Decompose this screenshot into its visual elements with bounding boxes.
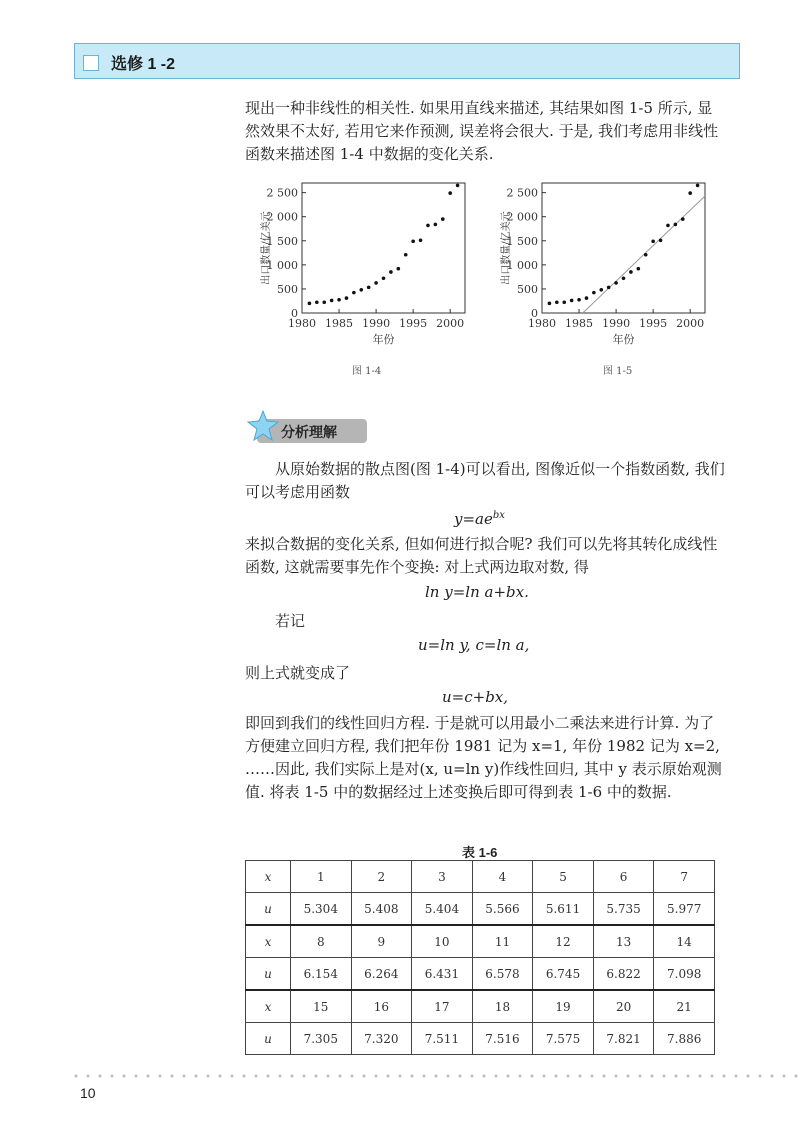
data-point <box>696 184 700 188</box>
paragraph-5: 即回到我们的线性回归方程. 于是就可以用最小二乘法来进行计算. 为了方便建立回归方程, 我们把年份 1981 记为 x=1, 年份 1982 记为 x=2, ……因此, 我们实际上是对(x, u=ln y)作线性回归, 其中 y 表示原始观测值. 将表 1-5 中的数据经过上述变换后即可得到表 1-6 中的数据. <box>245 714 722 801</box>
data-point <box>562 301 566 305</box>
data-point <box>448 191 452 195</box>
data-point <box>352 291 356 295</box>
x-tick-label: 1985 <box>565 317 594 330</box>
data-point <box>555 301 559 305</box>
data-point <box>389 270 393 274</box>
y-tick-label: 2 500 <box>266 186 298 200</box>
y-tick-label: 2 500 <box>506 186 538 200</box>
table-cell: 7.305 <box>291 1023 352 1055</box>
table-cell: 5.611 <box>533 893 594 926</box>
intro-paragraph: 现出一种非线性的相关性. 如果用直线来描述, 其结果如图 1-5 所示, 显然效果不太好, 若用它来作预测, 误差将会很大. 于是, 我们考虑用非线性函数来描述图 1-4 中数据的变化关系. <box>245 99 719 163</box>
table-row <box>246 958 715 991</box>
equation-1: $y=ae^{bx}$ <box>454 510 505 528</box>
table-cell: 2 <box>351 861 412 893</box>
data-table-1-6 <box>245 860 715 1055</box>
plot-frame <box>302 183 465 313</box>
x-tick-label: 1985 <box>325 317 354 330</box>
table-cell: 6.822 <box>593 958 654 991</box>
data-point <box>441 217 445 221</box>
y-tick-label: 2 000 <box>266 210 298 224</box>
table-cell: 20 <box>593 990 654 1023</box>
table-row-label: u <box>246 1023 291 1055</box>
table-row-label: x <box>246 861 291 893</box>
data-point <box>404 253 408 257</box>
y-tick-label: 0 <box>531 307 538 320</box>
data-point <box>607 286 611 290</box>
data-point <box>688 191 692 195</box>
x-tick-label: 2000 <box>676 317 705 330</box>
data-point <box>397 267 401 271</box>
data-point <box>659 238 663 242</box>
table-cell: 6 <box>593 861 654 893</box>
data-point <box>629 270 633 274</box>
data-point <box>367 286 371 290</box>
footer-divider <box>70 1074 800 1078</box>
data-point <box>374 281 378 285</box>
table-cell: 3 <box>412 861 473 893</box>
data-point <box>382 276 386 280</box>
y-axis-label: 出口数量/亿美元 <box>261 211 272 285</box>
table-cell: 14 <box>654 925 715 958</box>
paragraph-1: 从原始数据的散点图(图 1-4)可以看出, 图像近似一个指数函数, 我们可以考虑用函数 <box>245 460 725 501</box>
table-cell: 7.575 <box>533 1023 594 1055</box>
x-tick-label: 2000 <box>436 317 465 330</box>
table-cell: 1 <box>291 861 352 893</box>
y-tick-label: 500 <box>277 282 298 296</box>
data-point <box>330 299 334 303</box>
x-tick-label: 1980 <box>288 317 316 330</box>
table-cell: 8 <box>291 925 352 958</box>
table-row-label: x <box>246 990 291 1023</box>
data-point <box>599 288 603 292</box>
table-row-label: u <box>246 893 291 926</box>
y-tick-label: 1 000 <box>266 258 298 272</box>
table-cell: 12 <box>533 925 594 958</box>
table-cell: 7.098 <box>654 958 715 991</box>
table-cell: 21 <box>654 990 715 1023</box>
table-cell: 5.404 <box>412 893 473 926</box>
data-point <box>592 291 596 295</box>
table-cell: 7.511 <box>412 1023 473 1055</box>
table-cell: 7.821 <box>593 1023 654 1055</box>
table-cell: 16 <box>351 990 412 1023</box>
data-point <box>345 296 349 300</box>
table-cell: 9 <box>351 925 412 958</box>
table-cell: 15 <box>291 990 352 1023</box>
data-point <box>681 217 685 221</box>
table-caption: 表 1-6 <box>462 845 498 860</box>
table-cell: 5.566 <box>472 893 533 926</box>
data-point <box>622 276 626 280</box>
data-point <box>359 288 363 292</box>
table-cell: 13 <box>593 925 654 958</box>
data-point <box>585 296 589 300</box>
table-cell: 6.578 <box>472 958 533 991</box>
header-title: 选修 1 -2 <box>111 56 176 73</box>
y-tick-label: 1 500 <box>506 234 538 248</box>
data-point <box>419 238 423 242</box>
x-tick-label: 1990 <box>602 317 631 330</box>
data-point <box>434 223 438 227</box>
table-row-label: x <box>246 925 291 958</box>
data-point <box>651 239 655 243</box>
data-point <box>614 281 618 285</box>
data-point <box>548 302 552 306</box>
section-badge-label: 分析理解 <box>281 424 337 440</box>
paragraph-3: 若记 <box>275 612 306 630</box>
figure-1-4-caption: 图 1-4 <box>352 366 382 377</box>
data-point <box>674 223 678 227</box>
data-point <box>411 239 415 243</box>
paragraph-2: 来拟合数据的变化关系, 但如何进行拟合呢? 我们可以先将其转化成线性函数, 这就需要事先作个变换: 对上式两边取对数, 得 <box>245 535 718 576</box>
data-point <box>644 253 648 257</box>
y-axis-label: 出口数量/亿美元 <box>501 211 512 285</box>
table-cell: 7.516 <box>472 1023 533 1055</box>
table-row <box>246 893 715 926</box>
table-cell: 18 <box>472 990 533 1023</box>
figure-1-5-caption: 图 1-5 <box>603 366 633 377</box>
table-row <box>246 990 715 1023</box>
y-tick-label: 500 <box>517 282 538 296</box>
table-cell: 10 <box>412 925 473 958</box>
data-point <box>666 224 670 228</box>
x-tick-label: 1995 <box>639 317 668 330</box>
data-point <box>337 298 341 302</box>
data-point <box>456 184 460 188</box>
data-point <box>426 224 430 228</box>
chart-figure-1-5 <box>495 175 725 355</box>
table-row <box>246 925 715 958</box>
table-cell: 19 <box>533 990 594 1023</box>
table-cell: 5.977 <box>654 893 715 926</box>
page-header <box>74 43 740 79</box>
table-cell: 6.745 <box>533 958 594 991</box>
table-row <box>246 1023 715 1055</box>
equation-4: u=c+bx, <box>442 688 509 706</box>
table-cell: 5.735 <box>593 893 654 926</box>
data-point <box>637 267 641 271</box>
table-cell: 5.304 <box>291 893 352 926</box>
x-tick-label: 1980 <box>528 317 556 330</box>
table-row-label: u <box>246 958 291 991</box>
plot-frame <box>542 183 705 313</box>
table-cell: 7 <box>654 861 715 893</box>
x-tick-label: 1995 <box>399 317 428 330</box>
x-axis-label: 年份 <box>372 333 395 346</box>
equation-2: ln y=ln a+bx. <box>425 583 529 601</box>
y-tick-label: 0 <box>291 307 298 320</box>
table-cell: 4 <box>472 861 533 893</box>
section-badge <box>247 407 367 451</box>
y-tick-label: 2 000 <box>506 210 538 224</box>
table-cell: 7.320 <box>351 1023 412 1055</box>
star-icon <box>247 409 279 441</box>
x-axis-label: 年份 <box>612 333 635 346</box>
paragraph-4: 则上式就变成了 <box>245 664 351 682</box>
table-cell: 5 <box>533 861 594 893</box>
table-cell: 17 <box>412 990 473 1023</box>
table-cell: 11 <box>472 925 533 958</box>
fit-line <box>583 196 705 313</box>
table-row <box>246 861 715 893</box>
data-point <box>577 298 581 302</box>
y-tick-label: 1 500 <box>266 234 298 248</box>
table-cell: 5.408 <box>351 893 412 926</box>
table-cell: 7.886 <box>654 1023 715 1055</box>
x-tick-label: 1990 <box>362 317 391 330</box>
table-cell: 6.154 <box>291 958 352 991</box>
page-number: 10 <box>80 1085 96 1101</box>
data-point <box>315 301 319 305</box>
table-cell: 6.264 <box>351 958 412 991</box>
y-tick-label: 1 000 <box>506 258 538 272</box>
data-point <box>322 301 326 305</box>
chart-figure-1-4 <box>255 175 480 355</box>
data-point <box>570 299 574 303</box>
header-square-icon <box>83 55 99 71</box>
equation-3: u=ln y, c=ln a, <box>418 636 530 654</box>
data-point <box>308 302 312 306</box>
table-cell: 6.431 <box>412 958 473 991</box>
